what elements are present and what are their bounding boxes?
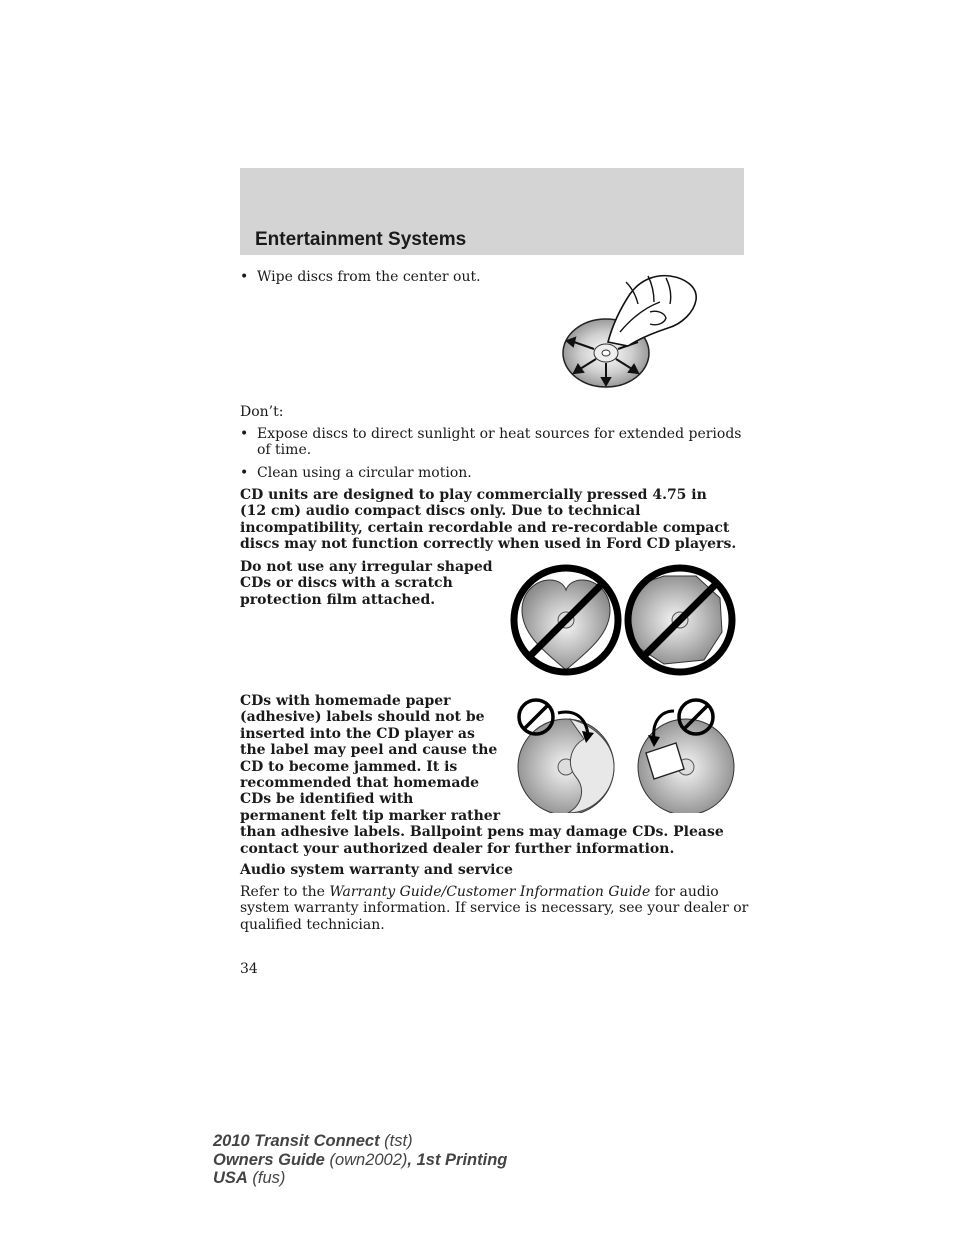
octagon-disc-icon [628,568,732,672]
warranty-guide-title: Warranty Guide/Customer Information Guide [329,884,651,900]
page-number: 34 [240,961,258,977]
homemade-labels-paragraph: CDs with homemade paper (adhesive) labels should not be inserted into the CD player as the label may peel and cause the CD to become jammed. It is recommended that homemade CDs be identified with permanent felt tip marker rather than adhesive labels. Ballpoint pens may damage CDs. Please contact your authorized dealer for further information. [240,693,724,857]
wipe-text: Wipe discs from the center out. [257,269,481,285]
adhesive-label-disc-icon [638,700,734,813]
cd-units-paragraph: CD units are designed to play commercially pressed 4.75 in (12 cm) audio compact discs only. Due to technical incompatibility, certain recordable and re-recordable compact discs may not function correctly when used in Ford CD players. [240,487,737,553]
dont-label: Don’t: [240,404,284,420]
print-footer: 2010 Transit Connect (tst) Owners Guide (own2002), 1st Printing USA (fus) [213,1132,508,1188]
heart-disc-icon [514,568,618,672]
irregular-disc-prohibited-illustration [508,562,740,680]
wipe-disc-illustration [560,272,700,392]
warranty-paragraph: Refer to the Warranty Guide/Customer Information Guide for audio system warranty information. If service is necessary, see your dealer or qualified technician. [240,884,749,933]
expose-line-1: Expose discs to direct sunlight or heat sources for extended periods [257,426,742,442]
section-header [240,168,744,255]
circular-text: Clean using a circular motion. [257,465,472,481]
warranty-heading: Audio system warranty and service [240,862,513,878]
peeling-label-disc-icon [518,700,614,813]
expose-line-2: of time. [257,442,312,459]
irregular-discs-paragraph: Do not use any irregular shaped CDs or discs with a scratch protection film attached. [240,559,493,608]
section-title: Entertainment Systems [255,229,467,250]
label-peel-illustration [514,695,738,813]
